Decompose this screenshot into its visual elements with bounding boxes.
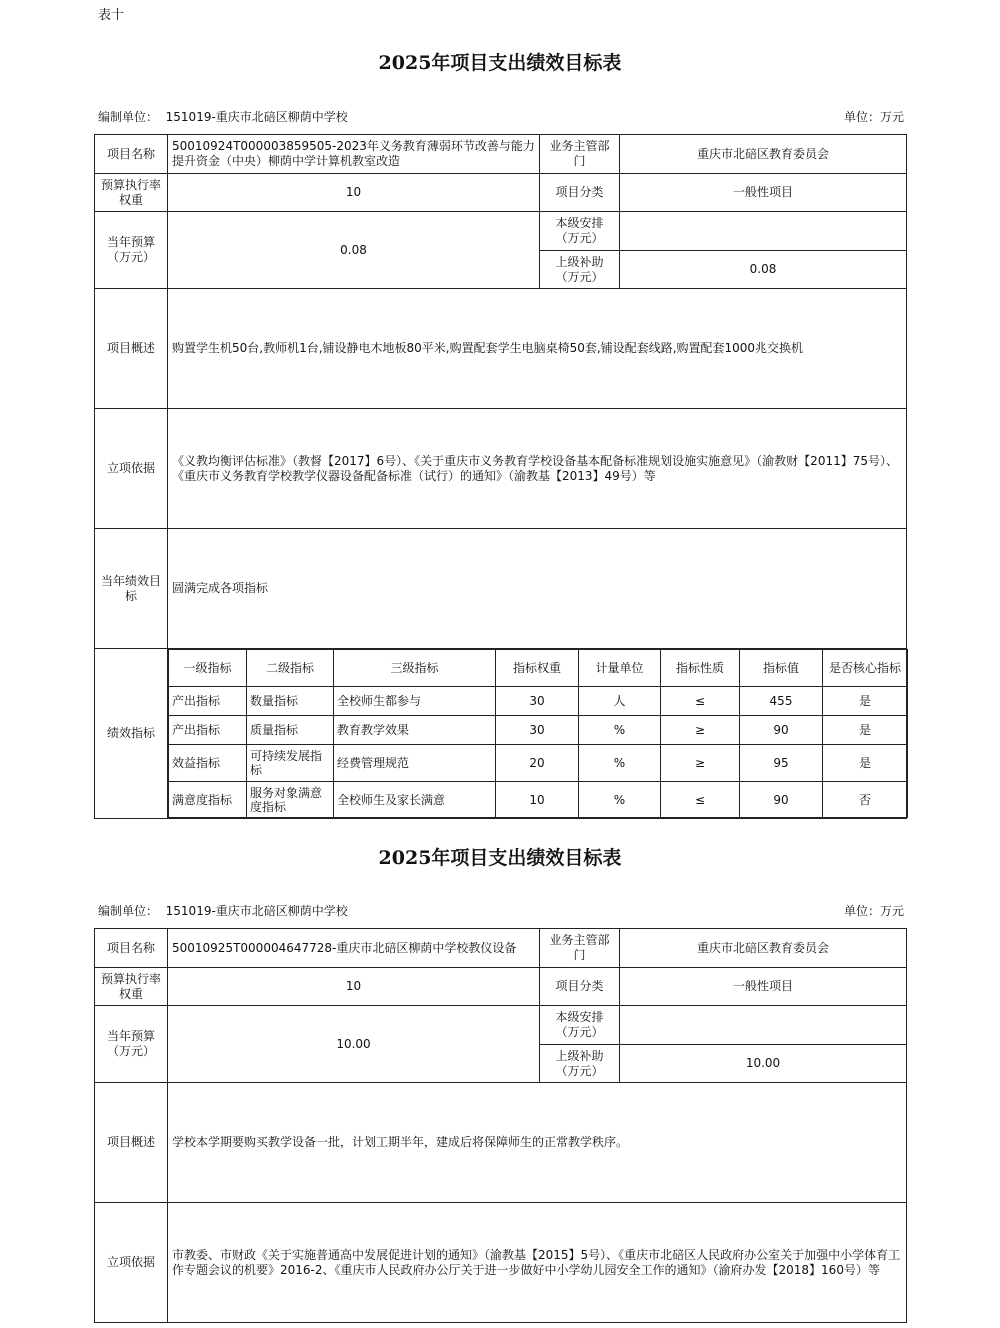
dept-value: 重庆市北碚区教育委员会 <box>620 929 907 968</box>
weight-cell: 30 <box>496 716 579 745</box>
table1-meta <box>98 108 904 125</box>
money-unit: 单位：万元 <box>843 110 904 124</box>
weight-label: 预算执行率权重 <box>95 174 168 212</box>
table-row <box>169 745 908 782</box>
table-row <box>169 687 908 716</box>
level3-cell: 经费管理规范 <box>334 745 496 782</box>
goal-row <box>95 529 907 649</box>
weight-label: 预算执行率权重 <box>95 968 168 1006</box>
goal-text: 圆满完成各项指标 <box>168 529 907 649</box>
local-label: 本级安排（万元） <box>540 212 620 251</box>
weight-row <box>95 968 907 1006</box>
value-cell: 90 <box>740 782 823 818</box>
table1-title: 2025年项目支出绩效目标表 <box>378 52 622 74</box>
category-label: 项目分类 <box>540 968 620 1006</box>
category-label: 项目分类 <box>540 174 620 212</box>
indicators-header-row <box>169 650 908 687</box>
basis-label: 立项依据 <box>95 1203 168 1323</box>
project-name-row <box>95 929 907 968</box>
overview-label: 项目概述 <box>95 1083 168 1203</box>
money-unit: 单位：万元 <box>843 904 904 918</box>
overview-row <box>95 1083 907 1203</box>
local-value <box>620 1006 907 1045</box>
budget-value: 10.00 <box>168 1006 540 1083</box>
level3-cell: 全校师生及家长满意 <box>334 782 496 818</box>
header-unit: 计量单位 <box>579 650 661 687</box>
nature-cell: ≤ <box>661 782 740 818</box>
local-label: 本级安排（万元） <box>540 1006 620 1045</box>
basis-row <box>95 409 907 529</box>
level1-cell: 产出指标 <box>169 687 247 716</box>
header-nature: 指标性质 <box>661 650 740 687</box>
core-cell: 是 <box>823 745 908 782</box>
weight-cell: 10 <box>496 782 579 818</box>
level2-cell: 服务对象满意度指标 <box>247 782 334 818</box>
basis-text: 市教委、市财政《关于实施普通高中发展促进计划的通知》（渝教基【2015】5号）、《重庆市北碚区人民政府办公室关于加强中小学体育工作专题会议的机要》2016-2、《重庆市人民政府办公厅关于进一步做好中小学幼儿园安全工作的通知》（渝府办发【2018】160号）等 <box>168 1203 907 1323</box>
overview-text: 学校本学期要购买教学设备一批，计划工期半年，建成后将保障师生的正常教学秩序。 <box>168 1083 907 1203</box>
upper-value: 0.08 <box>620 251 907 289</box>
indicators-label: 绩效指标 <box>95 649 168 819</box>
core-cell: 否 <box>823 782 908 818</box>
overview-label: 项目概述 <box>95 289 168 409</box>
table2-meta <box>98 902 904 919</box>
budget-label: 当年预算（万元） <box>95 1006 168 1083</box>
nature-cell: ≥ <box>661 745 740 782</box>
local-value <box>620 212 907 251</box>
header-core: 是否核心指标 <box>823 650 908 687</box>
table-row <box>169 716 908 745</box>
core-cell: 是 <box>823 716 908 745</box>
weight-cell: 20 <box>496 745 579 782</box>
weight-value: 10 <box>168 174 540 212</box>
project-name-label: 项目名称 <box>95 929 168 968</box>
header-weight: 指标权重 <box>496 650 579 687</box>
upper-label: 上级补助（万元） <box>540 251 620 289</box>
value-cell: 95 <box>740 745 823 782</box>
dept-label: 业务主管部门 <box>540 929 620 968</box>
category-value: 一般性项目 <box>620 174 907 212</box>
table2-title: 2025年项目支出绩效目标表 <box>378 847 622 869</box>
upper-value: 10.00 <box>620 1045 907 1083</box>
nature-cell: ≤ <box>661 687 740 716</box>
goal-label: 当年绩效目标 <box>95 529 168 649</box>
basis-label: 立项依据 <box>95 409 168 529</box>
weight-value: 10 <box>168 968 540 1006</box>
unit-label: 编制单位： <box>98 110 159 124</box>
category-value: 一般性项目 <box>620 968 907 1006</box>
project-name: 50010925T000004647728-重庆市北碚区柳荫中学校教仪设备 <box>168 929 540 968</box>
indicators-cell <box>168 649 907 819</box>
overview-text: 购置学生机50台,教师机1台,铺设静电木地板80平米,购置配套学生电脑桌椅50套,铺设配套线路,购置配套1000兆交换机 <box>168 289 907 409</box>
dept-value: 重庆市北碚区教育委员会 <box>620 135 907 174</box>
project-name-row <box>95 135 907 174</box>
unit-value: 151019-重庆市北碚区柳荫中学校 <box>165 904 348 918</box>
weight-row <box>95 174 907 212</box>
indicators-row <box>95 649 907 819</box>
basis-row <box>95 1203 907 1323</box>
header-level1: 一级指标 <box>169 650 247 687</box>
unit-cell: 人 <box>579 687 661 716</box>
table1 <box>94 134 907 819</box>
upper-label: 上级补助（万元） <box>540 1045 620 1083</box>
nature-cell: ≥ <box>661 716 740 745</box>
header-value: 指标值 <box>740 650 823 687</box>
basis-text: 《义教均衡评估标准》（教督【2017】6号）、《关于重庆市义务教育学校设备基本配备标准规划设施实施意见》（渝教财【2011】75号）、《重庆市义务教育学校教学仪器设备配备标准（试行）的通知》（渝教基【2013】49号）等 <box>168 409 907 529</box>
weight-cell: 30 <box>496 687 579 716</box>
unit-cell: % <box>579 782 661 818</box>
budget-value: 0.08 <box>168 212 540 289</box>
budget-row <box>95 1006 907 1045</box>
level1-cell: 满意度指标 <box>169 782 247 818</box>
level1-cell: 效益指标 <box>169 745 247 782</box>
unit-value: 151019-重庆市北碚区柳荫中学校 <box>165 110 348 124</box>
indicators-table <box>168 649 908 818</box>
level2-cell: 可持续发展指标 <box>247 745 334 782</box>
table-row <box>169 782 908 818</box>
value-cell: 455 <box>740 687 823 716</box>
dept-label: 业务主管部门 <box>540 135 620 174</box>
budget-row <box>95 212 907 251</box>
project-name: 50010924T000003859505-2023年义务教育薄弱环节改善与能力提升资金（中央）柳荫中学计算机教室改造 <box>168 135 540 174</box>
level2-cell: 数量指标 <box>247 687 334 716</box>
unit-cell: % <box>579 716 661 745</box>
level2-cell: 质量指标 <box>247 716 334 745</box>
unit-cell: % <box>579 745 661 782</box>
header-level2: 二级指标 <box>247 650 334 687</box>
budget-label: 当年预算（万元） <box>95 212 168 289</box>
table2 <box>94 928 907 1323</box>
header-level3: 三级指标 <box>334 650 496 687</box>
overview-row <box>95 289 907 409</box>
unit-label: 编制单位： <box>98 904 159 918</box>
core-cell: 是 <box>823 687 908 716</box>
level1-cell: 产出指标 <box>169 716 247 745</box>
level3-cell: 全校师生都参与 <box>334 687 496 716</box>
sheet-tag: 表十 <box>98 8 125 23</box>
level3-cell: 教育教学效果 <box>334 716 496 745</box>
project-name-label: 项目名称 <box>95 135 168 174</box>
value-cell: 90 <box>740 716 823 745</box>
